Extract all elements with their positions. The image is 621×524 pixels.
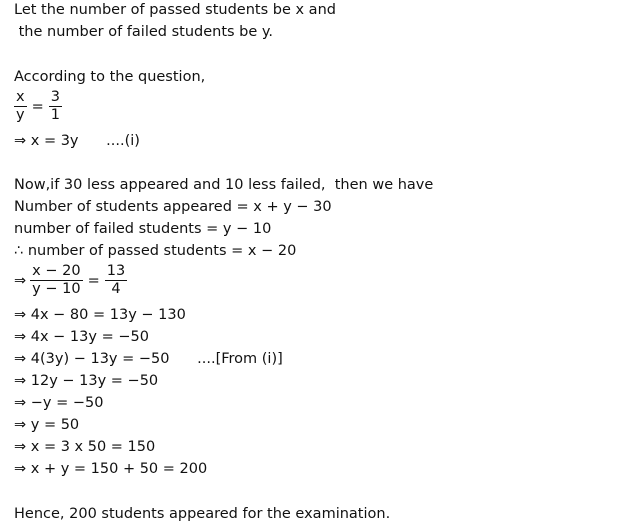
part2-line-2: Number of students appeared = x + y − 30 xyxy=(14,199,332,215)
part2-line-1: Now,if 30 less appeared and 10 less failed, then we have xyxy=(14,177,434,193)
ratio-equation-2 xyxy=(14,264,127,297)
step-line: ⇒ −y = −50 xyxy=(14,395,104,411)
equals-sign: = xyxy=(31,98,44,115)
intro-line-1: Let the number of passed students be x and xyxy=(14,2,336,18)
denominator: y xyxy=(16,107,25,123)
step-line: ⇒ x = 3 x 50 = 150 xyxy=(14,439,156,455)
equals-sign: = xyxy=(87,272,100,289)
part2-line-4: ∴ number of passed students = x − 20 xyxy=(14,243,297,259)
fraction-lhs xyxy=(30,264,82,297)
fraction-rhs xyxy=(105,264,127,297)
denominator: y − 10 xyxy=(32,281,81,297)
intro-line-3: According to the question, xyxy=(14,69,206,85)
part2-line-3: number of failed students = y − 10 xyxy=(14,221,272,237)
step-line: ⇒ 4x − 80 = 13y − 130 xyxy=(14,307,186,323)
step-line: ⇒ y = 50 xyxy=(14,417,80,433)
ratio-equation-1 xyxy=(14,90,62,123)
step-equation-i: ⇒ x = 3y ....(i) xyxy=(14,133,140,149)
step-line: ⇒ 4(3y) − 13y = −50 ....[From (i)] xyxy=(14,351,283,367)
fraction-lhs xyxy=(14,90,27,123)
denominator: 4 xyxy=(111,281,121,297)
numerator: x − 20 xyxy=(32,263,81,279)
intro-line-2: the number of failed students be y. xyxy=(14,24,274,40)
implies-icon: ⇒ xyxy=(14,272,27,289)
step-line: ⇒ x + y = 150 + 50 = 200 xyxy=(14,461,208,477)
numerator: x xyxy=(16,89,25,105)
step-line: ⇒ 4x − 13y = −50 xyxy=(14,329,149,345)
conclusion: Hence, 200 students appeared for the examination. xyxy=(14,506,391,522)
step-line: ⇒ 12y − 13y = −50 xyxy=(14,373,159,389)
numerator: 3 xyxy=(50,89,60,105)
fraction-rhs xyxy=(49,90,62,123)
denominator: 1 xyxy=(50,107,60,123)
numerator: 13 xyxy=(106,263,126,279)
